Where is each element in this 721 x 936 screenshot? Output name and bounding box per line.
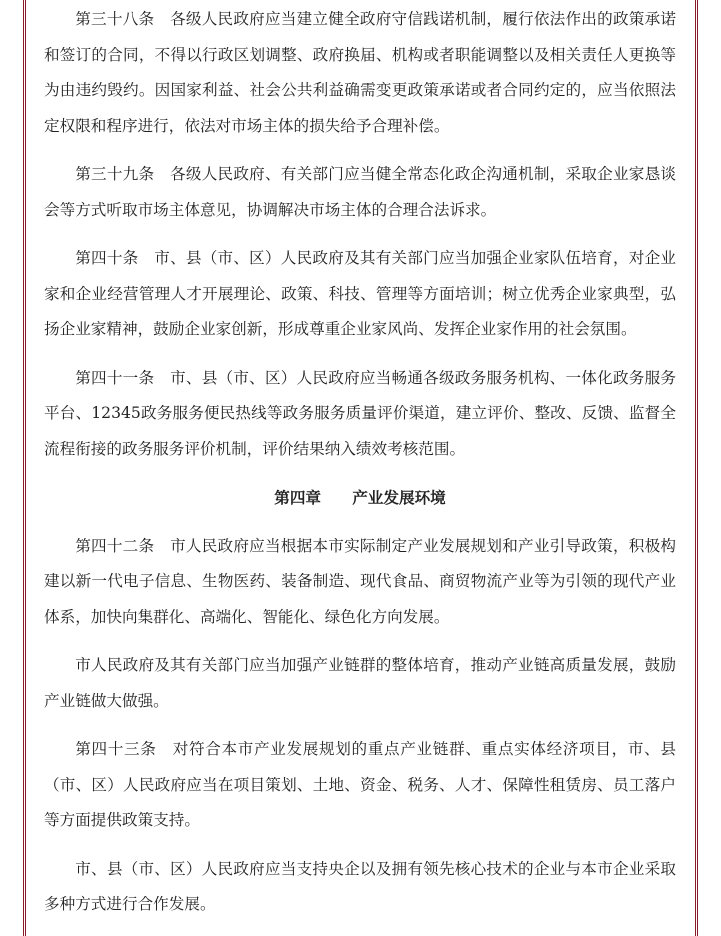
article-39-paragraph: 第三十九条 各级人民政府、有关部门应当健全常态化政企沟通机制，采取企业家恳谈会等方式听取市场主体意见，协调解决市场主体的合理合法诉求。: [44, 165, 676, 219]
document-body: [44, 2, 676, 936]
article-43-continuation-paragraph: 市、县（市、区）人民政府应当支持央企以及拥有领先核心技术的企业与本市企业采取多种方式进行合作发展。: [44, 859, 676, 913]
chapter-heading: 第四章 产业发展环境: [274, 488, 446, 507]
article-42-continuation-paragraph: 市人民政府及其有关部门应当加强产业链群的整体培育，推动产业链高质量发展，鼓励产业链做大做强。: [44, 656, 676, 710]
article-43-paragraph: 第四十三条 对符合本市产业发展规划的重点产业链群、重点实体经济项目，市、县（市、区）人民政府应当在项目策划、土地、资金、税务、人才、保障性租赁房、员工落户等方面提供政策支持。: [44, 740, 676, 829]
article-40-paragraph: 第四十条 市、县（市、区）人民政府及其有关部门应当加强企业家队伍培育，对企业家和企业经营管理人才开展理论、政策、科技、管理等方面培训；树立优秀企业家典型，弘扬企业家精神，鼓励企业家创新，形成尊重企业家风尚、发挥企业家作用的社会氛围。: [44, 249, 676, 338]
article-42-paragraph: 第四十二条 市人民政府应当根据本市实际制定产业发展规划和产业引导政策，积极构建以新一代电子信息、生物医药、装备制造、现代食品、商贸物流产业等为引领的现代产业体系，加快向集群化、高端化、智能化、绿色化方向发展。: [44, 536, 676, 626]
article-41-paragraph: 第四十一条 市、县（市、区）人民政府应当畅通各级政务服务机构、一体化政务服务平台、12345政务服务便民热线等政务服务质量评价渠道，建立评价、整改、反馈、监督全流程衔接的政务服务评价机制，评价结果纳入绩效考核范围。: [44, 368, 676, 458]
article-38-paragraph: 第三十八条 各级人民政府应当建立健全政府守信践诺机制，履行依法作出的政策承诺和签订的合同，不得以行政区划调整、政府换届、机构或者职能调整以及相关责任人更换等为由违约毁约。因国家利益、社会公共利益确需变更政策承诺或者合同约定的，应当依照法定权限和程序进行，依法对市场主体的损失给予合理补偿。: [44, 10, 676, 135]
